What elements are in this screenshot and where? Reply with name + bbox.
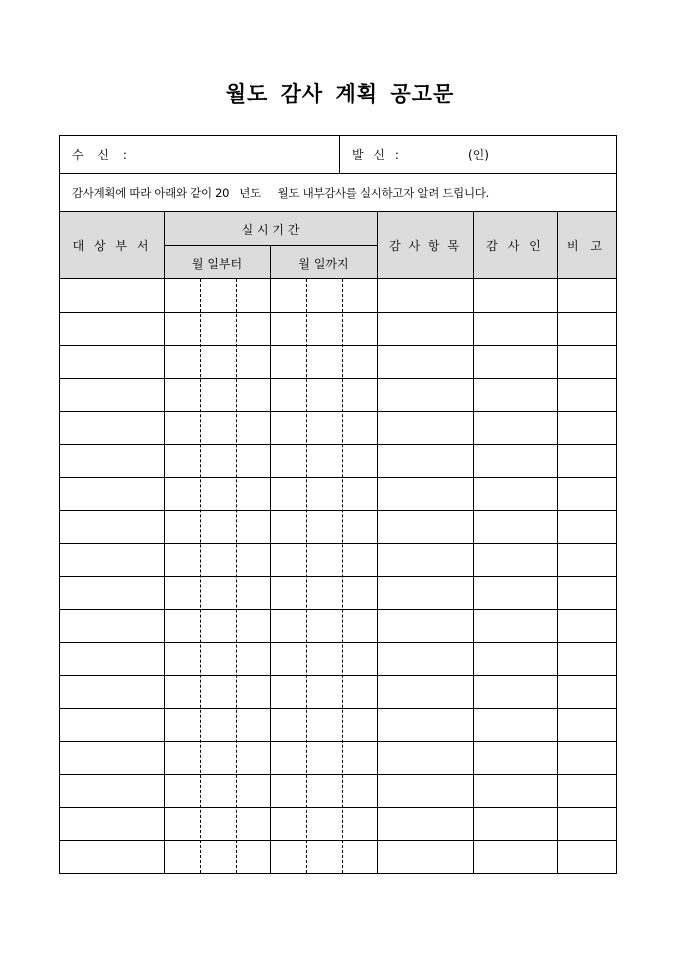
table-row <box>60 708 616 709</box>
table-row <box>60 807 616 808</box>
col-period-from: 월 일부터 <box>191 257 243 271</box>
col-period-to: 월 일까지 <box>298 257 349 271</box>
table-row <box>60 477 616 478</box>
col-auditor: 감 사 인 <box>486 239 544 253</box>
table-row <box>60 312 616 313</box>
announcement-form <box>59 135 617 874</box>
recipient-label: 수 신 : <box>72 148 132 162</box>
table-row <box>60 543 616 544</box>
table-row <box>60 774 616 775</box>
table-row <box>60 411 616 412</box>
table-row <box>60 675 616 676</box>
recipient-divider <box>339 136 340 173</box>
notice-row <box>60 174 616 212</box>
table-row <box>60 840 616 841</box>
col-items: 감 사 항 목 <box>389 239 461 253</box>
page-title: 월도 감사 계획 공고문 <box>225 81 455 106</box>
table-row <box>60 576 616 577</box>
seal-label: (인) <box>468 148 489 162</box>
table-row <box>60 510 616 511</box>
table-row <box>60 642 616 643</box>
col-remarks: 비 고 <box>567 239 606 253</box>
notice-text: 감사계획에 따라 아래와 같이 20 년도 월도 내부감사를 실시하고자 알려 드립니다. <box>72 186 489 200</box>
recipient-sender-row <box>60 136 616 174</box>
table-row <box>60 741 616 742</box>
table-body <box>60 279 616 873</box>
table-header <box>60 212 616 279</box>
period-divider <box>164 245 377 246</box>
sender-label: 발 신 : <box>352 148 402 162</box>
col-department: 대 상 부 서 <box>72 239 152 253</box>
table-row <box>60 378 616 379</box>
table-row <box>60 345 616 346</box>
col-period: 실 시 기 간 <box>241 223 300 237</box>
table-row <box>60 444 616 445</box>
table-row <box>60 609 616 610</box>
